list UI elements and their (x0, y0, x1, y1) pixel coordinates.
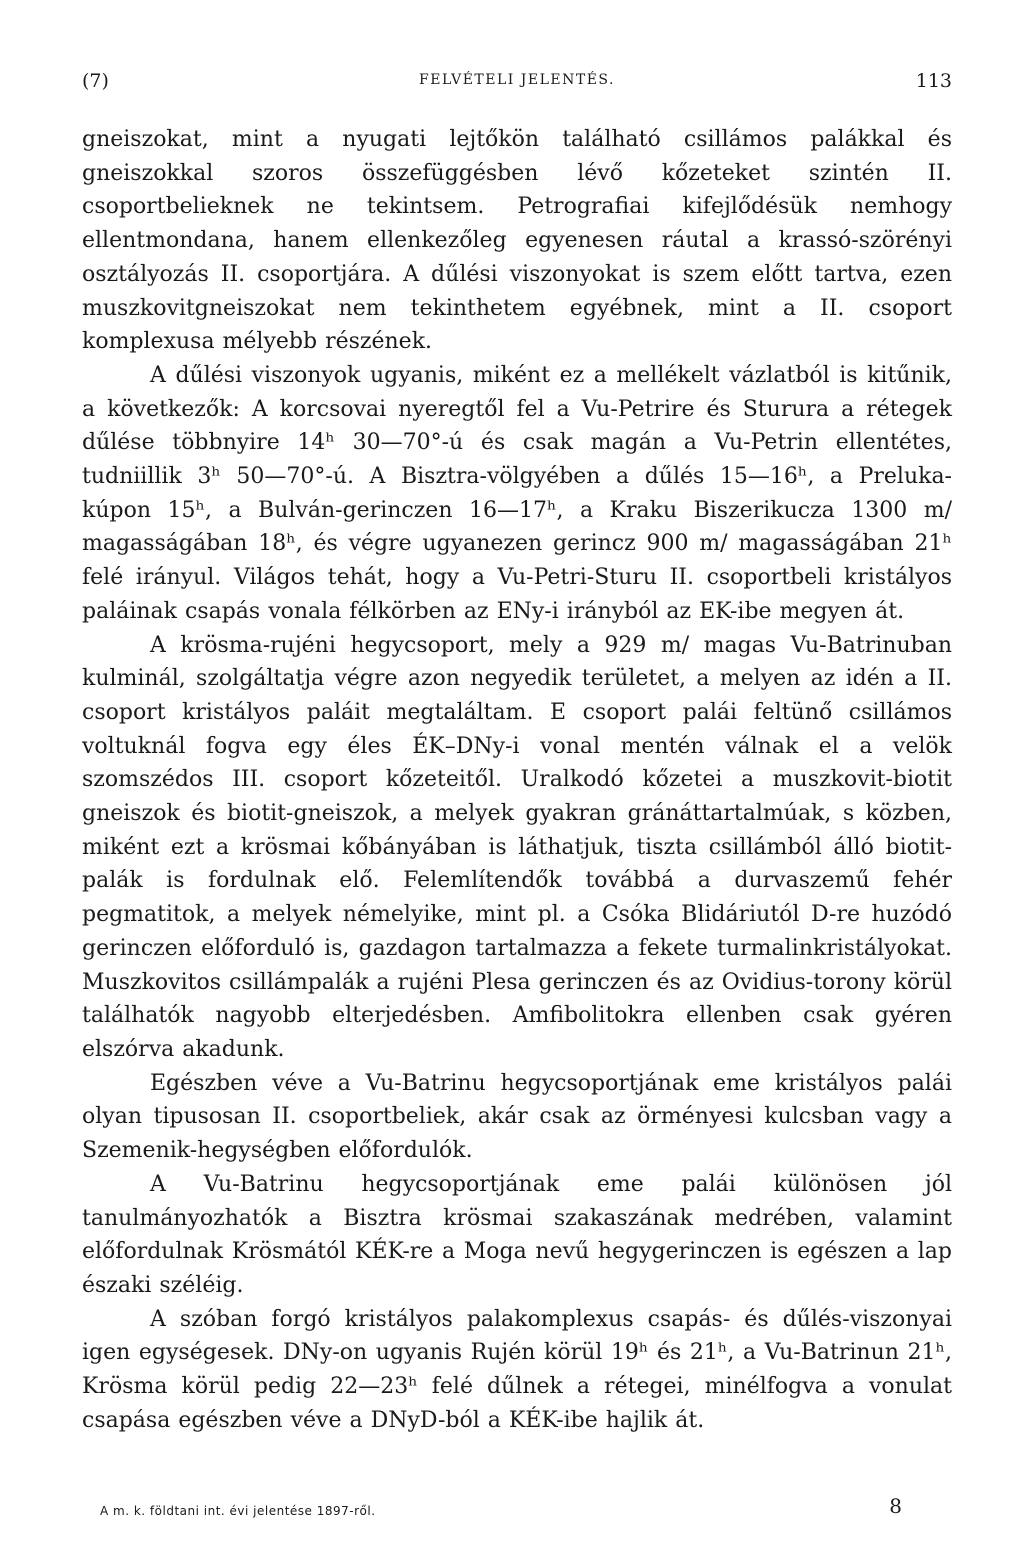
page-label: (7) (82, 70, 109, 92)
page-number: 113 (915, 70, 952, 92)
running-title: FELVÉTELI JELENTÉS. (419, 72, 615, 88)
running-head (82, 70, 952, 100)
paragraph-5: A Vu-Batrinu hegycsoportjának eme palái különösen jól tanulmányozhatók a Bisztra krösmai szakaszának medrében, valamint előfordulnak Krösmától KÉK-re a Moga nevű hegygerinczen is egészen a lap északi széléig. (82, 1171, 952, 1298)
paragraph-4: Egészben véve a Vu-Batrinu hegycsoportjának eme kristályos palái olyan tipusosan II. csoportbeliek, akár csak az örményesi kulcsban vagy a Szemenik-hegységben előfordulók. (82, 1070, 952, 1164)
signature-mark: 8 (889, 1494, 902, 1518)
paragraph-3: A krösma-rujéni hegycsoport, mely a 929 m/ magas Vu-Batrinuban kulminál, szolgáltatja végre azon negyedik területet, a melyen az idén a II. csoport kristályos paláit megtaláltam. E csoport palái feltünő csillámos voltuknál fogva egy éles ÉK–DNy-i vonal mentén válnak el a velök szomszédos III. csoport kőzeteitől. Uralkodó kőzetei a muszkovit-biotit gneiszok és biotit-gneiszok, a melyek gyakran gránáttartalmúak, s közben, miként ezt a krösmai kőbányában is láthatjuk, tiszta csillámból álló biotit-palák is fordulnak elő. Felemlítendők továbbá a durvaszemű fehér pegmatitok, a melyek némelyike, mint pl. a Csóka Blidáriutól D-re huzódó gerinczen előforduló is, gazdagon tartalmazza a fekete turmalinkristályokat. Muszkovitos csillámpalák a rujéni Plesa gerinczen és az Ovidius-torony körül találhatók nagyobb elterjedésben. Amfibolitokra ellenben csak gyéren elszórva akadunk. (82, 632, 952, 1062)
paragraph-1: gneiszokat, mint a nyugati lejtőkön található csillámos palákkal és gneiszokkal szoros összefüggésben lévő kőzeteket szintén II. csoportbelieknek ne tekintsem. Petrografiai kifejlődésük nemhogy ellentmondana, hanem ellenkezőleg egyenesen ráutal a krassó-szörényi osztályozás II. csoportjára. A dűlési viszonyokat is szem előtt tartva, ezen muszkovitgneiszokat nem tekinthetem egyébnek, mint a II. csoport komplexusa mélyebb részének. (82, 127, 952, 355)
page-footer (82, 1494, 952, 1524)
paragraph-2: A dűlési viszonyok ugyanis, miként ez a mellékelt vázlatból is kitűnik, a következők: A korcsovai nyeregtől fel a Vu-Petrire és Sturura a rétegek dűlése többnyire 14ʰ 30—70°-ú és csak magán a Vu-Petrin ellentétes, tudniillik 3ʰ 50—70°-ú. A Bisztra-völgyében a dűlés 15—16ʰ, a Preluka-kúpon 15ʰ, a Bulván-gerinczen 16—17ʰ, a Kraku Biszerikucza 1300 m/ magasságában 18ʰ, és végre ugyanezen gerincz 900 m/ magasságában 21ʰ felé irányul. Világos tehát, hogy a Vu-Petri-Sturu II. csoportbeli kristályos paláinak csapás vonala félkörben az ENy-i irányból az EK-ibe megyen át. (82, 362, 952, 624)
footer-source-line: A m. k. földtani int. évi jelentése 1897-ről. (100, 1504, 376, 1518)
document-page (82, 0, 952, 1545)
body-text (82, 123, 952, 1437)
paragraph-6: A szóban forgó kristályos palakomplexus csapás- és dűlés-viszonyai igen egységesek. DNy-on ugyanis Rujén körül 19ʰ és 21ʰ, a Vu-Batrinun 21ʰ, Krösma körül pedig 22—23ʰ felé dűlnek a rétegei, minélfogva a vonulat csapása egészben véve a DNyD-ból a KÉK-ibe hajlik át. (82, 1306, 952, 1433)
